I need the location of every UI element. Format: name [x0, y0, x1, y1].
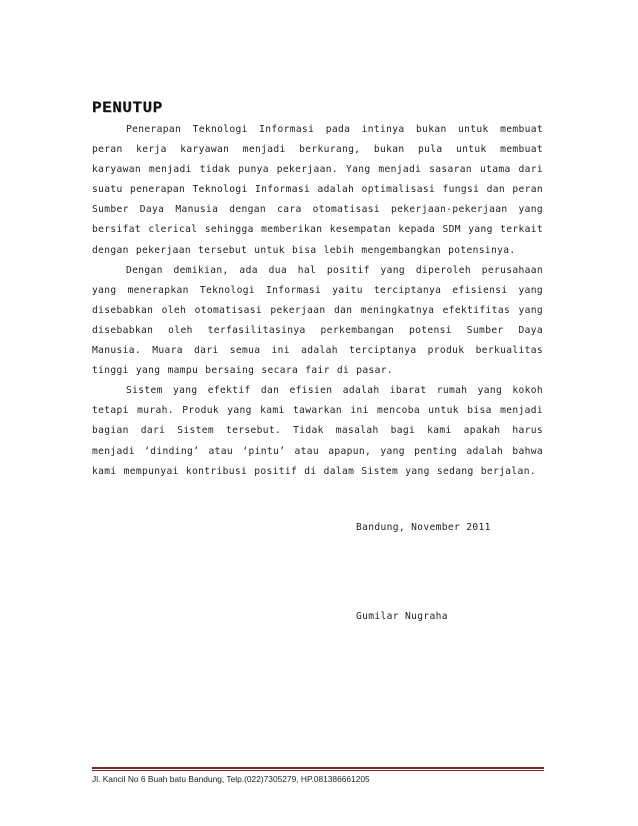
paragraph-1: Penerapan Teknologi Informasi pada intinya bukan untuk membuat peran kerja karyawan menjadi berkurang, bukan pula untuk membuat karyawan menjadi tidak punya pekerjaan. Yang menjadi sasaran utama dari suatu penerapan Teknologi Informasi adalah optimalisasi fungsi dan peran Sumber Daya Manusia dengan cara otomatisasi pekerjaan-pekerjaan yang bersifat clerical sehingga memberikan kesempatan kepada SDM yang terkait dengan pekerjaan tersebut untuk bisa lebih mengembangkan potensinya.: [92, 124, 543, 256]
footer-address: Jl. Kancil No 6 Buah batu Bandung, Telp.(022)7305279, HP.081386661205: [92, 774, 370, 784]
page-heading: PENUTUP: [92, 99, 163, 117]
signature-place-date: Bandung, November 2011: [356, 522, 491, 533]
paragraph-2: Dengan demikian, ada dua hal positif yang diperoleh perusahaan yang menerapkan Teknologi Informasi yaitu terciptanya efisiensi yang disebabkan oleh otomatisasi pekerjaan dan meningkatnya efektifitas yang disebabkan oleh terfasilitasinya perkembangan potensi Sumber Daya Manusia. Muara dari semua ini adalah terciptanya produk berkualitas tinggi yang mampu bersaing secara fair di pasar.: [92, 264, 543, 377]
paragraph-3: Sistem yang efektif dan efisien adalah ibarat rumah yang kokoh tetapi murah. Produk yang kami tawarkan ini mencoba untuk bisa menjadi bagian dari Sistem tersebut. Tidak masalah bagi kami apakah harus menjadi ‘dinding’ atau ‘pintu’ atau apapun, yang penting adalah bahwa kami mempunyai kontribusi positif di dalam Sistem yang sedang berjalan.: [92, 385, 543, 477]
footer-rule: [92, 767, 544, 769]
signature-name: Gumilar Nugraha: [356, 611, 448, 622]
body-text: [92, 120, 543, 482]
footer-rule-thin: [92, 770, 544, 771]
